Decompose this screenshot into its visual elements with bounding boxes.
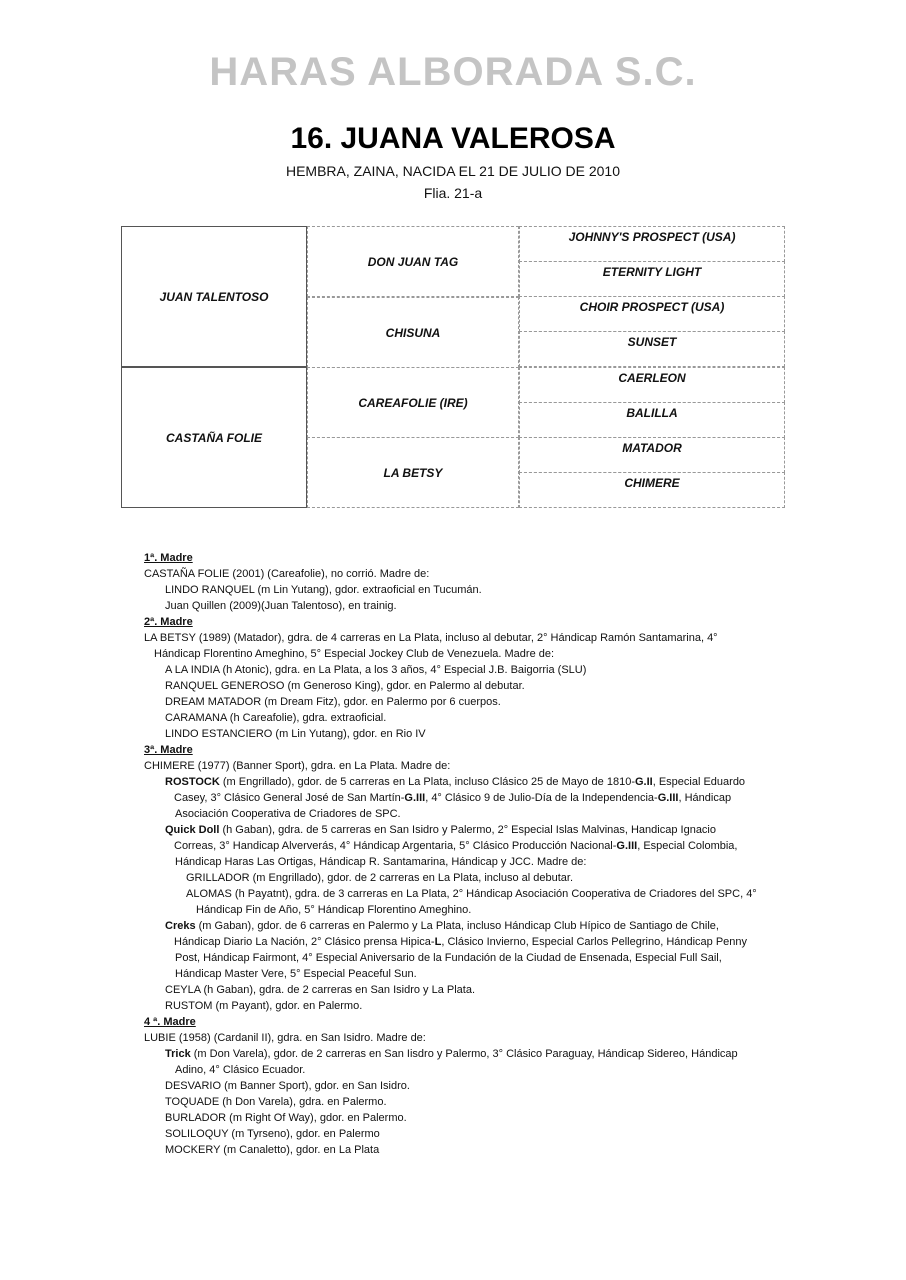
produce-entry: MOCKERY (m Canaletto), gdor. en La Plata [165, 1144, 380, 1156]
entry-text: , Especial Eduardo [652, 776, 746, 788]
entry-text: , 4° Clásico 9 de Julio-Día de la Independencia- [425, 792, 658, 804]
produce-entry [144, 838, 804, 854]
produce-entry: Adino, 4° Clásico Ecuador. [175, 1064, 306, 1076]
produce-entry [144, 790, 804, 806]
produce-entry: CARAMANA (h Careafolie), gdra. extraoficial. [165, 712, 387, 724]
winner-name: Creks [165, 920, 196, 932]
grade: G.III [404, 792, 426, 804]
winner-name: ROSTOCK [165, 776, 220, 788]
produce-entry: TOQUADE (h Don Varela), gdra. en Palermo. [165, 1096, 387, 1108]
winner-name: Quick Doll [165, 824, 220, 836]
produce-entry: Hándicap Haras Las Ortigas, Hándicap R. Santamarina, Hándicap y JCC. Madre de: [175, 856, 587, 868]
produce-entry: DESVARIO (m Banner Sport), gdor. en San Isidro. [165, 1080, 410, 1092]
pedigree-dam: CASTAÑA FOLIE [121, 367, 307, 508]
pedigree-g3-cell: CHIMERE [519, 472, 785, 508]
entry-text: (m Gaban), gdor. de 6 carreras en Palermo y La Plata, incluso Hándicap Club Hípico de Santiago de Chile, [195, 920, 719, 932]
pedigree-g3-cell: BALILLA [519, 402, 785, 438]
produce-entry: RUSTOM (m Payant), gdor. en Palermo. [165, 1000, 363, 1012]
produce-entry: LINDO RANQUEL (m Lin Yutang), gdor. extraoficial en Tucumán. [165, 584, 482, 596]
pedigree-g3-cell: MATADOR [519, 437, 785, 473]
produce-entry: RANQUEL GENEROSO (m Generoso King), gdor. en Palermo al debutar. [165, 680, 525, 692]
dam-entry: LA BETSY (1989) (Matador), gdra. de 4 carreras en La Plata, incluso al debutar, 2° Hándicap Ramón Santamarina, 4° [144, 632, 718, 644]
grade: L [434, 936, 442, 948]
produce-entry: GRILLADOR (m Engrillado), gdor. de 2 carreras en La Plata, incluso al debutar. [186, 872, 574, 884]
winner-name: Trick [165, 1048, 191, 1060]
stud-header: HARAS ALBORADA S.C. [209, 50, 697, 94]
produce-entry: BURLADOR (m Right Of Way), gdor. en Palermo. [165, 1112, 407, 1124]
produce-entry [144, 934, 804, 950]
pedigree-sire: JUAN TALENTOSO [121, 226, 307, 367]
pedigree-g3-cell: ETERNITY LIGHT [519, 261, 785, 297]
produce-entry [144, 822, 804, 838]
dam-entry: LUBIE (1958) (Cardanil II), gdra. en San Isidro. Madre de: [144, 1032, 426, 1044]
family-number: Flia. 21-a [423, 185, 483, 201]
section-title: 3ª. Madre [144, 744, 193, 756]
grade: G.III [616, 840, 638, 852]
horse-description: HEMBRA, ZAINA, NACIDA EL 21 DE JULIO DE 2010 [285, 163, 621, 179]
pedigree-g3-cell: CAERLEON [519, 367, 785, 403]
section-title: 4 ª. Madre [144, 1016, 196, 1028]
produce-entry: Asociación Cooperativa de Criadores de SPC. [175, 808, 401, 820]
produce-entry: SOLILOQUY (m Tyrseno), gdor. en Palermo [165, 1128, 380, 1140]
produce-entry: Juan Quillen (2009)(Juan Talentoso), en trainig. [165, 600, 397, 612]
produce-entry: A LA INDIA (h Atonic), gdra. en La Plata, a los 3 años, 4° Especial J.B. Baigorria (SLU) [165, 664, 587, 676]
entry-text: (m Engrillado), gdor. de 5 carreras en La Plata, incluso Clásico 25 de Mayo de 1810- [219, 776, 635, 788]
produce-entry: CEYLA (h Gaban), gdra. de 2 carreras en San Isidro y La Plata. [165, 984, 476, 996]
pedigree-g3-cell: JOHNNY'S PROSPECT (USA) [519, 226, 785, 262]
grade: G.III [657, 792, 679, 804]
entry-text: , Hándicap [678, 792, 732, 804]
grade: G.II [634, 776, 653, 788]
family-notes [144, 550, 804, 1158]
pedigree-sire-sire: DON JUAN TAG [307, 226, 519, 297]
pedigree-dam-dam: LA BETSY [307, 437, 519, 508]
dam-entry: CHIMERE (1977) (Banner Sport), gdra. en La Plata. Madre de: [144, 760, 451, 772]
produce-entry: Hándicap Master Vere, 5° Especial Peaceful Sun. [175, 968, 417, 980]
entry-text: , Clásico Invierno, Especial Carlos Pellegrino, Hándicap Penny [441, 936, 748, 948]
produce-entry: ALOMAS (h Payatnt), gdra. de 3 carreras en La Plata, 2° Hándicap Asociación Cooperativa de Criadores del SPC, 4° [186, 888, 757, 900]
produce-entry: DREAM MATADOR (m Dream Fitz), gdor. en Palermo por 6 cuerpos. [165, 696, 501, 708]
dam-entry: CASTAÑA FOLIE (2001) (Careafolie), no corrió. Madre de: [144, 568, 430, 580]
entry-text: Correas, 3° Handicap Alververás, 4° Hándicap Argentaria, 5° Clásico Producción Nacional- [174, 840, 617, 852]
pedigree-g3-cell: CHOIR PROSPECT (USA) [519, 296, 785, 332]
produce-entry [144, 774, 804, 790]
pedigree-sire-dam: CHISUNA [307, 297, 519, 368]
entry-text: (h Gaban), gdra. de 5 carreras en San Isidro y Palermo, 2° Especial Islas Malvinas, Handicap Ignacio [219, 824, 716, 836]
horse-title: 16. JUANA VALEROSA [290, 122, 616, 155]
pedigree-table [121, 226, 785, 508]
dam-entry: Hándicap Florentino Ameghino, 5° Especial Jockey Club de Venezuela. Madre de: [154, 648, 555, 660]
produce-entry: Hándicap Fin de Año, 5° Hándicap Florentino Ameghino. [196, 904, 472, 916]
entry-text: , Especial Colombia, [637, 840, 738, 852]
produce-entry: LINDO ESTANCIERO (m Lin Yutang), gdor. en Rio IV [165, 728, 426, 740]
pedigree-dam-sire: CAREAFOLIE (IRE) [307, 367, 519, 438]
entry-text: Casey, 3° Clásico General José de San Martín- [174, 792, 405, 804]
section-title: 2ª. Madre [144, 616, 193, 628]
entry-text: (m Don Varela), gdor. de 2 carreras en San Iisdro y Palermo, 3° Clásico Paraguay, Hándicap Sidereo, Hándicap [190, 1048, 738, 1060]
entry-text: Hándicap Diario La Nación, 2° Clásico prensa Hipica- [174, 936, 435, 948]
produce-entry [144, 1046, 804, 1062]
section-title: 1ª. Madre [144, 552, 193, 564]
pedigree-g3-cell: SUNSET [519, 331, 785, 367]
produce-entry [144, 918, 804, 934]
produce-entry: Post, Hándicap Fairmont, 4° Especial Aniversario de la Fundación de la Ciudad de Ensenada, Especial Full Sail, [175, 952, 722, 964]
